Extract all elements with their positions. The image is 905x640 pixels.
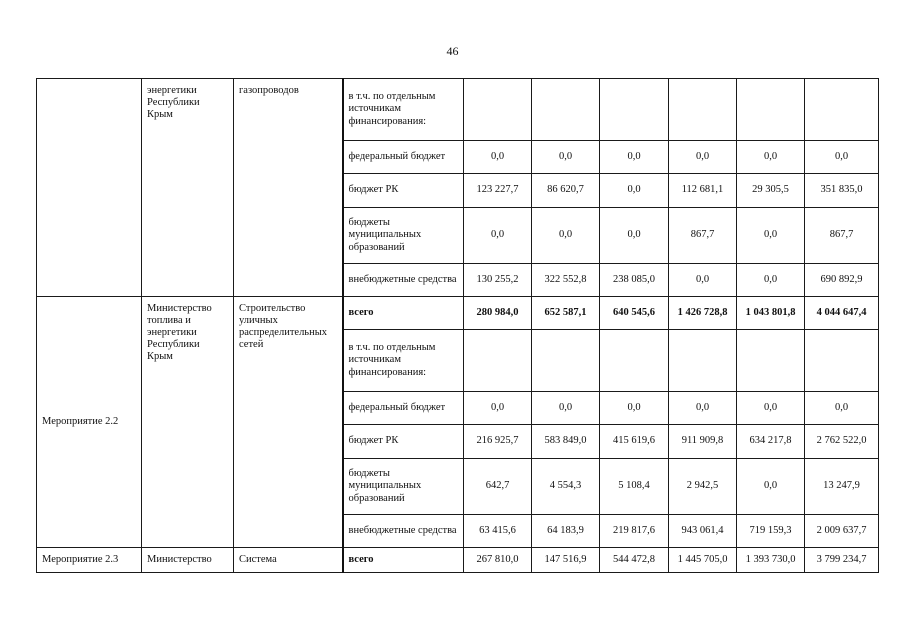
- amount-cell: 642,7: [464, 459, 532, 515]
- amount-cell: 280 984,0: [464, 297, 532, 330]
- event-cell: Мероприятие 2.3: [37, 548, 142, 573]
- funding-source-cell: в т.ч. по отдельным источникам финансирования:: [343, 330, 464, 392]
- amount-cell: 719 159,3: [737, 515, 805, 548]
- executor-cell: Министерство: [142, 548, 234, 573]
- funding-source-cell: внебюджетные средства: [343, 264, 464, 297]
- amount-cell: [464, 330, 532, 392]
- amount-cell: 0,0: [532, 392, 600, 425]
- amount-cell: [805, 79, 879, 141]
- amount-cell: 0,0: [805, 141, 879, 174]
- executor-cell: Министерство топлива и энергетики Республики Крым: [142, 297, 234, 548]
- amount-cell: 13 247,9: [805, 459, 879, 515]
- table-row: [37, 79, 879, 141]
- amount-cell: 0,0: [669, 264, 737, 297]
- amount-cell: 0,0: [600, 392, 669, 425]
- amount-cell: 130 255,2: [464, 264, 532, 297]
- amount-cell: 63 415,6: [464, 515, 532, 548]
- amount-cell: 0,0: [600, 141, 669, 174]
- event-cell: [37, 79, 142, 297]
- funding-source-cell: бюджеты муниципальных образований: [343, 208, 464, 264]
- amount-cell: [737, 79, 805, 141]
- amount-cell: 583 849,0: [532, 425, 600, 459]
- amount-cell: 238 085,0: [600, 264, 669, 297]
- funding-source-cell: всего: [343, 548, 464, 573]
- amount-cell: 112 681,1: [669, 174, 737, 208]
- amount-cell: 0,0: [464, 208, 532, 264]
- amount-cell: 634 217,8: [737, 425, 805, 459]
- amount-cell: 415 619,6: [600, 425, 669, 459]
- page-number: 46: [446, 44, 459, 58]
- amount-cell: 219 817,6: [600, 515, 669, 548]
- amount-cell: [600, 330, 669, 392]
- table-row: [37, 297, 879, 330]
- amount-cell: [669, 79, 737, 141]
- table-row: [37, 548, 879, 573]
- amount-cell: 0,0: [737, 141, 805, 174]
- amount-cell: 0,0: [737, 208, 805, 264]
- amount-cell: 3 799 234,7: [805, 548, 879, 573]
- amount-cell: 0,0: [600, 174, 669, 208]
- amount-cell: 1 445 705,0: [669, 548, 737, 573]
- funding-source-cell: бюджет РК: [343, 174, 464, 208]
- amount-cell: 911 909,8: [669, 425, 737, 459]
- amount-cell: 943 061,4: [669, 515, 737, 548]
- amount-cell: 267 810,0: [464, 548, 532, 573]
- amount-cell: 147 516,9: [532, 548, 600, 573]
- event-cell: Мероприятие 2.2: [37, 297, 142, 548]
- amount-cell: 690 892,9: [805, 264, 879, 297]
- amount-cell: 0,0: [669, 392, 737, 425]
- object-cell: газопроводов: [234, 79, 343, 297]
- amount-cell: [532, 79, 600, 141]
- amount-cell: 640 545,6: [600, 297, 669, 330]
- amount-cell: 0,0: [805, 392, 879, 425]
- amount-cell: 1 426 728,8: [669, 297, 737, 330]
- amount-cell: 2 942,5: [669, 459, 737, 515]
- amount-cell: 4 554,3: [532, 459, 600, 515]
- amount-cell: [737, 330, 805, 392]
- amount-cell: 0,0: [737, 264, 805, 297]
- amount-cell: [669, 330, 737, 392]
- amount-cell: 0,0: [669, 141, 737, 174]
- amount-cell: 4 044 647,4: [805, 297, 879, 330]
- amount-cell: [805, 330, 879, 392]
- amount-cell: 322 552,8: [532, 264, 600, 297]
- amount-cell: 0,0: [464, 392, 532, 425]
- amount-cell: 216 925,7: [464, 425, 532, 459]
- amount-cell: 652 587,1: [532, 297, 600, 330]
- amount-cell: 123 227,7: [464, 174, 532, 208]
- funding-source-cell: всего: [343, 297, 464, 330]
- funding-source-cell: бюджеты муниципальных образований: [343, 459, 464, 515]
- amount-cell: 544 472,8: [600, 548, 669, 573]
- amount-cell: 1 393 730,0: [737, 548, 805, 573]
- funding-source-cell: внебюджетные средства: [343, 515, 464, 548]
- amount-cell: 351 835,0: [805, 174, 879, 208]
- amount-cell: 1 043 801,8: [737, 297, 805, 330]
- amount-cell: 0,0: [737, 459, 805, 515]
- amount-cell: [600, 79, 669, 141]
- amount-cell: [532, 330, 600, 392]
- amount-cell: 0,0: [737, 392, 805, 425]
- amount-cell: 29 305,5: [737, 174, 805, 208]
- object-cell: Строительство уличных распределительных сетей: [234, 297, 343, 548]
- amount-cell: 867,7: [805, 208, 879, 264]
- amount-cell: 0,0: [532, 141, 600, 174]
- object-cell: Система: [234, 548, 343, 573]
- amount-cell: 86 620,7: [532, 174, 600, 208]
- funding-source-cell: бюджет РК: [343, 425, 464, 459]
- amount-cell: 5 108,4: [600, 459, 669, 515]
- funding-source-cell: федеральный бюджет: [343, 392, 464, 425]
- amount-cell: 2 762 522,0: [805, 425, 879, 459]
- executor-cell: энергетики Республики Крым: [142, 79, 234, 297]
- funding-source-cell: в т.ч. по отдельным источникам финансирования:: [343, 79, 464, 141]
- amount-cell: 0,0: [464, 141, 532, 174]
- amount-cell: 0,0: [532, 208, 600, 264]
- budget-table-body: [37, 79, 879, 573]
- amount-cell: 64 183,9: [532, 515, 600, 548]
- amount-cell: [464, 79, 532, 141]
- amount-cell: 867,7: [669, 208, 737, 264]
- budget-table: [36, 78, 879, 573]
- amount-cell: 2 009 637,7: [805, 515, 879, 548]
- amount-cell: 0,0: [600, 208, 669, 264]
- funding-source-cell: федеральный бюджет: [343, 141, 464, 174]
